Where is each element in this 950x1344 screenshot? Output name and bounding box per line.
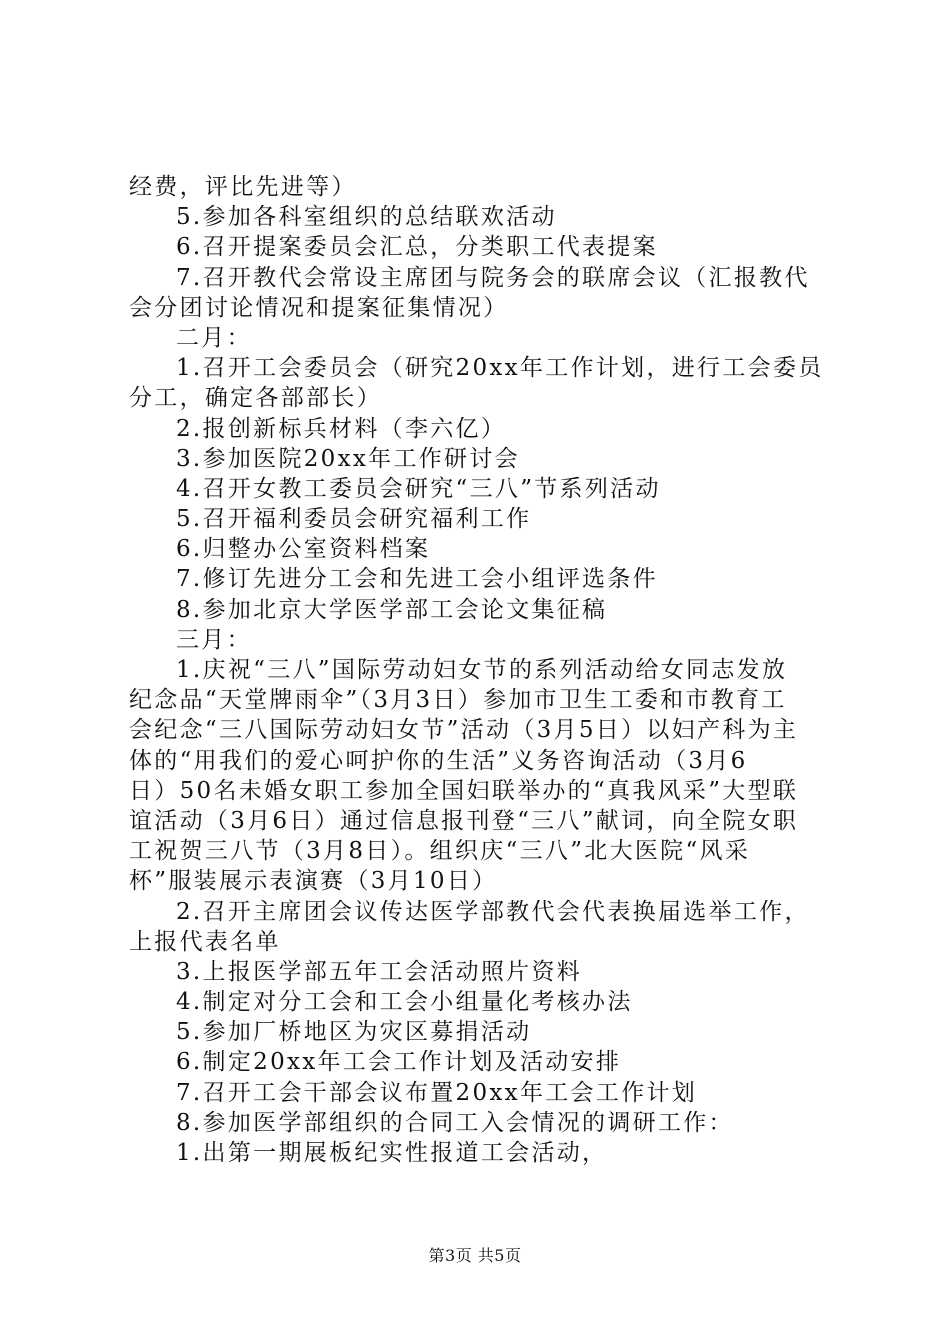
text-line: 纪念品“天堂牌雨伞”（3月3日）参加市卫生工委和市教育工 (129, 687, 787, 714)
text-line: 2.召开主席团会议传达医学部教代会代表换届选举工作， (176, 898, 810, 925)
text-line: 8.参加医学部组织的合同工入会情况的调研工作： (176, 1109, 734, 1136)
text-line: 三月： (176, 626, 252, 653)
text-line: 8.参加北京大学医学部工会论文集征稿 (176, 596, 608, 623)
text-line: 1.召开工会委员会（研究20xx年工作计划，进行工会委员 (176, 355, 824, 382)
text-line: 二月： (176, 324, 252, 351)
page-footer: 第3页 共5页 (428, 1246, 522, 1265)
text-line: 4.制定对分工会和工会小组量化考核办法 (176, 989, 633, 1016)
text-line: 5.参加厂桥地区为灾区募捐活动 (176, 1019, 532, 1046)
text-line: 7.召开工会干部会议布置20xx年工会工作计划 (176, 1079, 698, 1106)
text-line: 工祝贺三八节（3月8日）。组织庆“三八”北大医院“风采 (129, 838, 751, 865)
text-line: 2.报创新标兵材料（李六亿） (176, 415, 507, 442)
text-line: 7.修订先进分工会和先进工会小组评选条件 (176, 566, 658, 593)
text-line: 上报代表名单 (129, 928, 281, 955)
text-line: 6.制定20xx年工会工作计划及活动安排 (176, 1049, 622, 1076)
text-line: 经费，评比先进等） (129, 174, 357, 200)
text-line: 1.出第一期展板纪实性报道工会活动， (176, 1140, 608, 1166)
text-line: 会纪念“三八国际劳动妇女节”活动（3月5日）以妇产科为主 (129, 717, 799, 744)
text-line: 体的“用我们的爱心呵护你的生活”义务咨询活动（3月6 (129, 747, 748, 774)
text-line: 会分团讨论情况和提案征集情况） (129, 294, 509, 321)
text-line: 3.上报医学部五年工会活动照片资料 (176, 958, 583, 985)
text-line: 杯”服装展示表演赛（3月10日） (129, 868, 498, 895)
text-line: 6.召开提案委员会汇总，分类职工代表提案 (176, 234, 658, 261)
text-line: 3.参加医院20xx年工作研讨会 (176, 445, 520, 472)
text-line: 分工，确定各部部长） (129, 385, 382, 412)
document-body (129, 172, 829, 1168)
text-line: 7.召开教代会常设主席团与院务会的联席会议（汇报教代 (176, 264, 810, 291)
text-line: 日）50名未婚女职工参加全国妇联举办的“真我风采”大型联 (129, 777, 799, 804)
text-line: 1.庆祝“三八”国际劳动妇女节的系列活动给女同志发放 (176, 657, 788, 683)
text-line: 5.参加各科室组织的总结联欢活动 (176, 204, 557, 231)
text-line: 6.归整办公室资料档案 (176, 536, 431, 563)
text-line: 谊活动（3月6日）通过信息报刊登“三八”献词，向全院女职 (129, 807, 799, 834)
text-line: 4.召开女教工委员会研究“三八”节系列活动 (176, 475, 661, 502)
text-line: 5.召开福利委员会研究福利工作 (176, 506, 532, 533)
